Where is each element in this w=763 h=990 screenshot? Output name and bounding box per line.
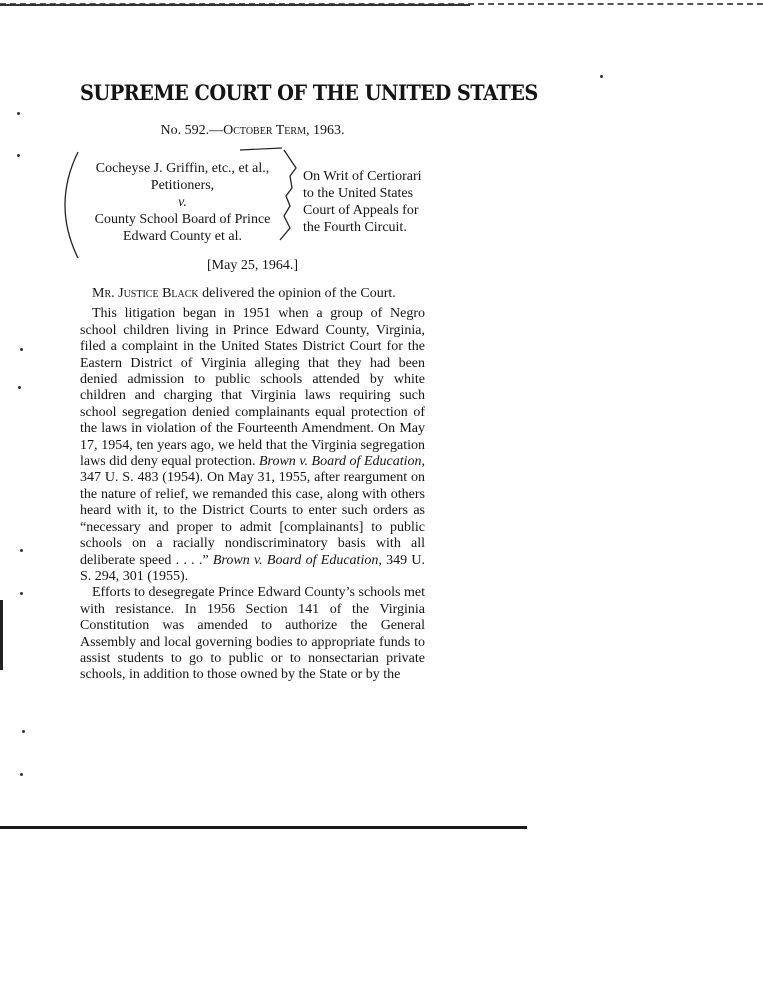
court-title: SUPREME COURT OF THE UNITED STATES — [80, 80, 538, 105]
versus-label: v. — [178, 195, 187, 210]
docket-number: No. 592.— — [160, 123, 224, 138]
scan-speck — [20, 549, 23, 552]
writ-line: the Fourth Circuit. — [303, 220, 407, 235]
petitioner-name: Cocheyse J. Griffin, etc., et al., — [95, 161, 270, 176]
petitioner-role: Petitioners, — [150, 178, 215, 193]
writ-line: Court of Appeals for — [303, 203, 419, 218]
writ-line: On Writ of Certiorari — [303, 169, 422, 184]
right-brace — [280, 150, 296, 240]
paragraph-text: This litigation began in 1951 when a group of Negro school children living in Prince Edward County, Virginia, filed a complaint in the United States District Court for the Eastern District of Virginia alleging that they had been denied admission to public schools attended by white children and charging that Virginia laws requiring such school segregation denied complainants equal protection of the laws in violation of the Fourteenth Amendment. On May 17, 1954, ten years ago, we held that the Virginia segregation laws did deny equal protection. — [80, 306, 425, 470]
term-year: , 1963. — [305, 123, 345, 138]
scan-bottom-edge — [0, 826, 527, 829]
scan-speck — [18, 386, 21, 389]
case-citation: Brown v. Board of Education, — [212, 552, 382, 568]
scan-left-mark — [0, 600, 3, 670]
opinion-author-line — [80, 286, 425, 302]
scan-speck — [20, 348, 23, 351]
justice-name: Mr. Justice Black — [92, 286, 199, 301]
paragraph — [80, 306, 425, 585]
pencil-stroke — [240, 148, 282, 150]
respondent-name-cont: Edward County et al. — [123, 229, 242, 244]
paragraph-text: 349 U. S. 294, 301 (1955). — [80, 552, 425, 584]
decision-date: [May 25, 1964.] — [207, 258, 298, 273]
opinion-text — [80, 286, 425, 684]
case-citation: Brown v. Board of Education, — [258, 454, 425, 470]
author-line-rest: delivered the opinion of the Court. — [198, 286, 396, 301]
scan-speck — [20, 773, 23, 776]
respondent-name: County School Board of Prince — [94, 212, 271, 227]
scan-speck — [20, 592, 23, 595]
left-parenthesis-mark — [65, 152, 78, 258]
caption-bracket — [0, 0, 763, 300]
paragraph-text: 347 U. S. 483 (1954). On May 31, 1955, after reargument on the nature of relief, we remanded this case, along with others heard with it, to the District Courts to enter such orders as “necessary and proper to admit [complainants] to public schools on a racially nondiscriminatory basis with all deliberate speed . . . .” — [80, 470, 425, 568]
term-label: October Term — [223, 123, 306, 138]
paragraph: Efforts to desegregate Prince Edward County’s schools met with resistance. In 1956 Section 141 of the Virginia Constitution was amended to authorize the General Assembly and local governing bodies to appropriate funds to assist students to go to public or to nonsectarian private schools, in addition to those owned by the State or by the — [80, 585, 425, 683]
scan-speck — [22, 730, 25, 733]
writ-line: to the United States — [303, 186, 414, 201]
